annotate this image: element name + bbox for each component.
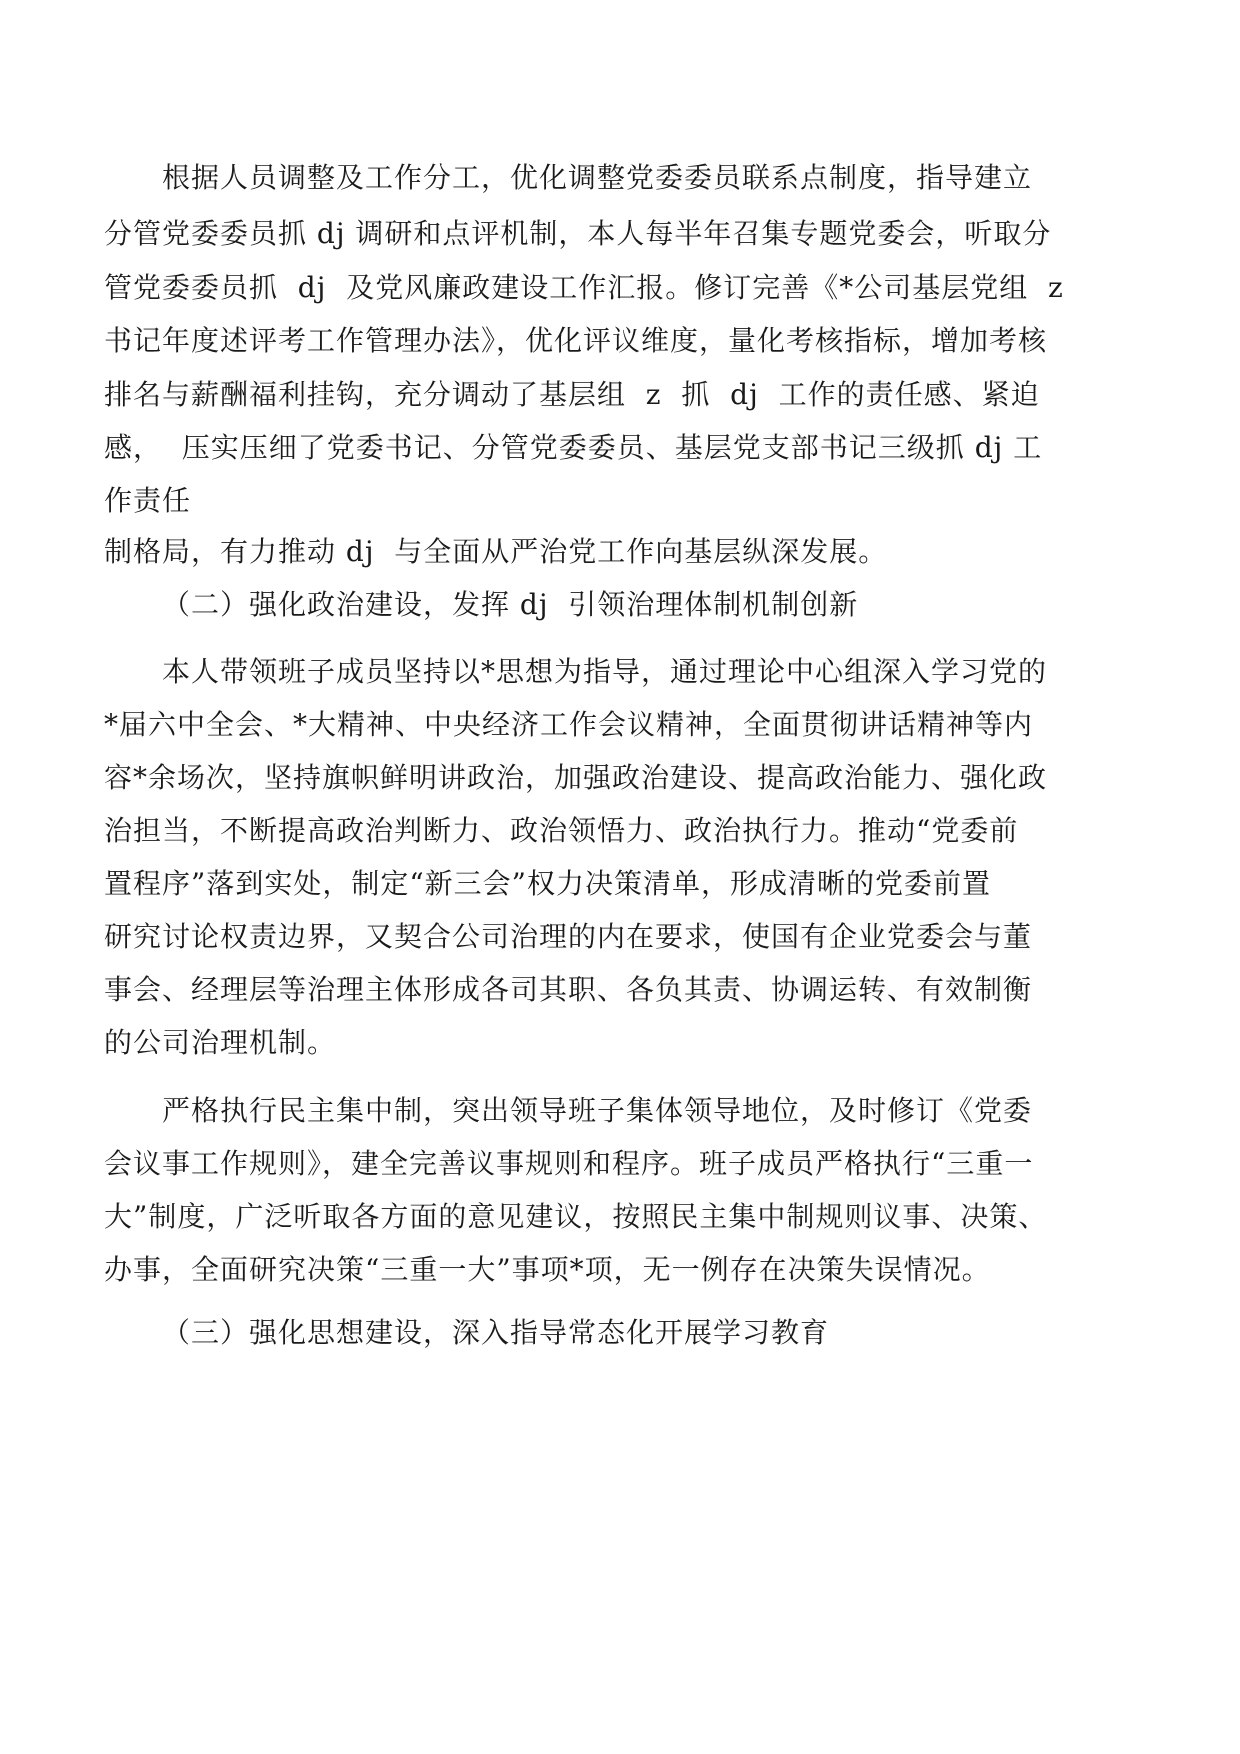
paragraph-2-line-2: *届六中全会、*大精神、中央经济工作会议精神，全面贯彻讲话精神等内 [104, 708, 1034, 741]
paragraph-1-line-2: 分管党委委员抓 dj 调研和点评机制，本人每半年召集专题党委会，听取分 [104, 217, 1052, 250]
paragraph-2-line-6: 研究讨论权责边界，又契合公司治理的内在要求，使国有企业党委会与董 [104, 920, 1033, 953]
paragraph-1-line-1: 根据人员调整及工作分工，优化调整党委委员联系点制度，指导建立 [162, 161, 1033, 194]
paragraph-3-line-3: 大”制度，广泛听取各方面的意见建议，按照民主集中制规则议事、决策、 [104, 1200, 1048, 1233]
paragraph-1-line-3: 管党委委员抓 dj 及党风廉政建设工作汇报。修订完善《*公司基层党组 z [104, 271, 1064, 304]
paragraph-2-line-7: 事会、经理层等治理主体形成各司其职、各负其责、协调运转、有效制衡 [104, 973, 1033, 1006]
paragraph-2-line-3: 容*余场次，坚持旗帜鲜明讲政治，加强政治建设、提高政治能力、强化政 [104, 761, 1048, 794]
paragraph-1-line-6: 感， 压实压细了党委书记、分管党委委员、基层党支部书记三级抓 dj 工 [104, 431, 1043, 464]
paragraph-1-line-8: 制格局，有力推动 dj 与全面从严治党工作向基层纵深发展。 [104, 535, 888, 568]
section-heading-3: （三）强化思想建设，深入指导常态化开展学习教育 [162, 1316, 830, 1349]
paragraph-2-line-1: 本人带领班子成员坚持以*思想为指导，通过理论中心组深入学习党的 [162, 655, 1048, 688]
paragraph-2-line-5: 置程序”落到实处，制定“新三会”权力决策清单，形成清晰的党委前置 [104, 867, 991, 900]
paragraph-3-line-1: 严格执行民主集中制，突出领导班子集体领导地位，及时修订《党委 [162, 1094, 1033, 1127]
paragraph-3-line-2: 会议事工作规则》，建全完善议事规则和程序。班子成员严格执行“三重一 [104, 1147, 1034, 1180]
section-heading-2: （二）强化政治建设，发挥 dj 引领治理体制机制创新 [162, 588, 859, 621]
paragraph-2-line-8: 的公司治理机制。 [104, 1026, 337, 1059]
paragraph-1-line-7: 作责任 [104, 484, 192, 517]
paragraph-3-line-4: 办事，全面研究决策“三重一大”事项*项，无一例存在决策失误情况。 [104, 1253, 991, 1286]
paragraph-1-line-5: 排名与薪酬福利挂钩，充分调动了基层组 z 抓 dj 工作的责任感、紧迫 [104, 378, 1040, 411]
paragraph-2-line-4: 治担当，不断提高政治判断力、政治领悟力、政治执行力。推动“党委前 [104, 814, 1019, 847]
paragraph-1-line-4: 书记年度述评考工作管理办法》，优化评议维度，量化考核指标，增加考核 [104, 324, 1048, 357]
